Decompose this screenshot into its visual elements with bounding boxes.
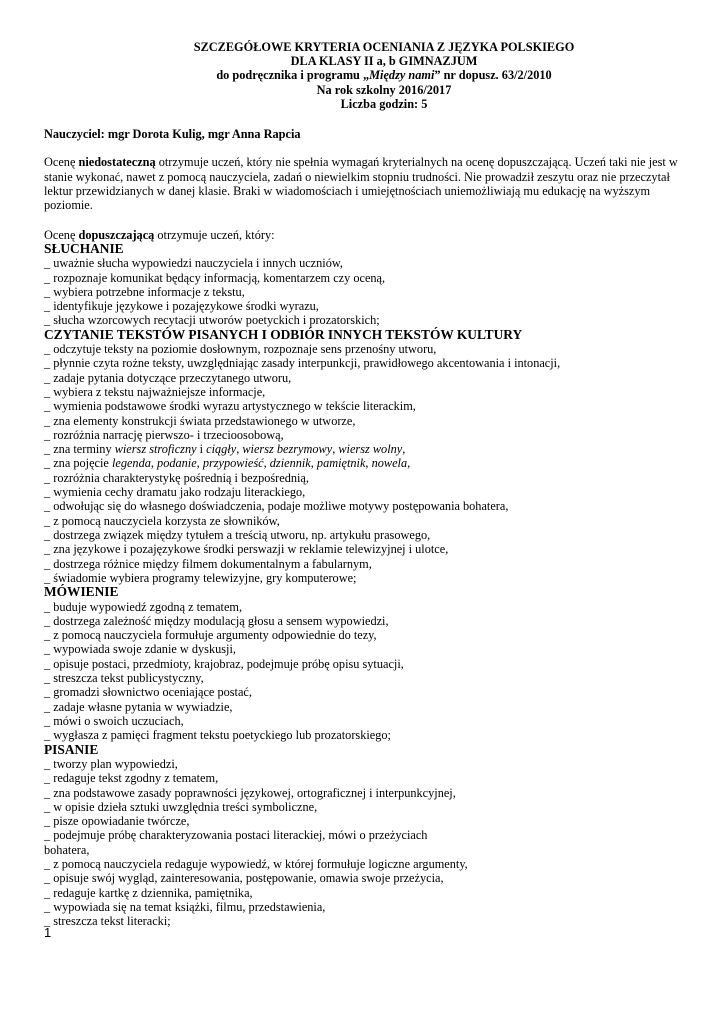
list-item: _ tworzy plan wypowiedzi, bbox=[44, 756, 178, 771]
list-item: _ gromadzi słownictwo oceniające postać, bbox=[44, 685, 252, 700]
list-item: _ redaguje kartkę z dziennika, pamiętnika, bbox=[44, 885, 253, 900]
list-item: _ wybiera z tekstu najważniejsze informacje, bbox=[44, 384, 266, 399]
list-item: _ z pomocą nauczyciela redaguje wypowiedź, w której formułuje logiczne argumenty, bbox=[44, 857, 468, 871]
list-item: _ dostrzega zależność między modulacją głosu a sensem wypowiedzi, bbox=[44, 613, 389, 628]
page-number: 1 bbox=[44, 925, 52, 940]
list-item: _ wymienia cechy dramatu jako rodzaju literackiego, bbox=[44, 485, 306, 500]
list-item: _ podejmuje próbę charakteryzowania postaci literackiej, mówi o przeżyciach bbox=[44, 828, 428, 843]
list-item: _ wybiera potrzebne informacje z tekstu, bbox=[44, 284, 245, 299]
list-item: _ wypowiada swoje zdanie w dyskusji, bbox=[44, 642, 236, 657]
list-item: _ redaguje tekst zgodny z tematem, bbox=[44, 771, 219, 786]
list-item: _ identyfikuje językowe i pozajęzykowe środki wyrazu, bbox=[44, 299, 319, 314]
list-item-terms: _ zna terminy wiersz stroficzny i ciągły, wiersz bezrymowy, wiersz wolny, bbox=[44, 442, 406, 457]
grade-insufficient: niedostateczną bbox=[78, 155, 156, 170]
header-textbook: do podręcznika i programu „Między nami” nr dopusz. 63/2/2010 bbox=[216, 68, 552, 83]
section-title-sluchanie: SŁUCHANIE bbox=[44, 240, 124, 256]
list-item: _ zna podstawowe zasady poprawności językowej, ortograficznej i interpunkcyjnej, bbox=[44, 785, 456, 800]
list-czytanie bbox=[44, 342, 684, 585]
list-item: _ dostrzega związek między tytułem a treścią utworu, np. artykułu prasowego, bbox=[44, 527, 431, 542]
list-item: _ uważnie słucha wypowiedzi nauczyciela i innych uczniów, bbox=[44, 256, 343, 271]
list-item: _ rozróżnia charakterystykę pośrednią i bezpośrednią, bbox=[44, 470, 309, 485]
list-item: _ streszcza tekst publicystyczny, bbox=[44, 671, 204, 686]
list-item: _ opisuje postaci, przedmioty, krajobraz, podejmuje próbę opisu sytuacji, bbox=[44, 656, 404, 671]
section-title-pisanie: PISANIE bbox=[44, 741, 99, 757]
list-item: _ świadomie wybiera programy telewizyjne, gry komputerowe; bbox=[44, 570, 357, 585]
list-item: _ słucha wzorcowych recytacji utworów poetyckich i prozatorskich; bbox=[44, 313, 380, 328]
list-item: _ płynnie czyta rożne teksty, uwzględniając zasady interpunkcji, prawidłowego akcentowania i intonacji, bbox=[44, 356, 561, 371]
list-item: _ odwołując się do własnego doświadczenia, podaje możliwe motywy postępowania bohatera, bbox=[44, 499, 509, 514]
teacher-line: Nauczyciel: mgr Dorota Kulig, mgr Anna Rapcia bbox=[44, 127, 301, 142]
header-school-year: Na rok szkolny 2016/2017 bbox=[316, 82, 452, 97]
list-item: _ w opisie dzieła sztuki uwzględnia treści symboliczne, bbox=[44, 799, 318, 814]
list-item: _ zna elementy konstrukcji świata przedstawionego w utworze, bbox=[44, 413, 356, 428]
list-item: _ opisuje swój wygląd, zainteresowania, postępowanie, omawia swoje przeżycia, bbox=[44, 871, 444, 886]
list-item: _ streszcza tekst literacki; bbox=[44, 914, 171, 929]
list-item: _ buduje wypowiedź zgodną z tematem, bbox=[44, 599, 243, 614]
header-hours: Liczba godzin: 5 bbox=[340, 96, 428, 111]
section-title-czytanie: CZYTANIE TEKSTÓW PISANYCH I ODBIÓR INNYCH TEKSTÓW KULTURY bbox=[44, 326, 523, 342]
list-mowienie bbox=[44, 600, 684, 743]
list-item: bohatera, bbox=[44, 842, 90, 857]
list-item: _ wymienia podstawowe środki wyrazu artystycznego w tekście literackim, bbox=[44, 399, 416, 414]
header-class: DLA KLASY II a, b GIMNAZJUM bbox=[290, 54, 478, 69]
list-item-concepts: _ zna pojęcie legenda, podanie, przypowieść, dziennik, pamiętnik, nowela, bbox=[44, 456, 411, 471]
list-item: _ mówi o swoich uczuciach, bbox=[44, 713, 184, 728]
grade-sufficient-intro: Ocenę dopuszczającą otrzymuje uczeń, który: bbox=[44, 227, 275, 242]
list-item: _ zadaje pytania dotyczące przeczytanego utworu, bbox=[44, 370, 292, 385]
section-title-mowienie: MÓWIENIE bbox=[44, 584, 119, 600]
list-item: _ rozróżnia narrację pierwszo- i trzecioosobową, bbox=[44, 427, 284, 442]
document-header bbox=[84, 40, 684, 111]
list-item: _ wygłasza z pamięci fragment tekstu poetyckiego lub prozatorskiego; bbox=[44, 728, 391, 743]
document-page bbox=[44, 40, 684, 928]
textbook-title: Między nami bbox=[369, 68, 435, 83]
list-item: _ pisze opowiadanie twórcze, bbox=[44, 814, 190, 829]
list-item: _ z pomocą nauczyciela formułuje argumenty odpowiednie do tezy, bbox=[44, 628, 377, 643]
list-item: _ zna językowe i pozajęzykowe środki perswazji w reklamie telewizyjnej i ulotce, bbox=[44, 542, 449, 557]
list-item: _ zadaje własne pytania w wywiadzie, bbox=[44, 699, 233, 714]
grade-sufficient: dopuszczającą bbox=[78, 227, 155, 242]
list-item: _ odczytuje teksty na poziomie dosłownym, rozpoznaje sens przenośny utworu, bbox=[44, 342, 437, 357]
intro-paragraph: Ocenę niedostateczną otrzymuje uczeń, który nie spełnia wymagań kryterialnych na ocenę dopuszczającą. Uczeń taki nie jest w stanie wykonać, nawet z pomocą nauczyciela, zadań o niewielkim stopniu trudności. Nie prowadził zeszytu oraz nie przeczytał lektur przewidzianych w danej klasie. Braki w wiadomościach i umiejętnościach uniemożliwiają mu edukację na wyższym poziomie. bbox=[44, 155, 678, 213]
list-item: _ wypowiada się na temat książki, filmu, przedstawienia, bbox=[44, 899, 326, 914]
header-title: SZCZEGÓŁOWE KRYTERIA OCENIANIA Z JĘZYKA POLSKIEGO bbox=[193, 40, 575, 54]
list-item: _ rozpoznaje komunikat będący informacją, komentarzem czy oceną, bbox=[44, 270, 386, 285]
list-sluchanie bbox=[44, 256, 684, 327]
list-item: _ z pomocą nauczyciela korzysta ze słowników, bbox=[44, 513, 280, 528]
list-pisanie bbox=[44, 757, 684, 929]
list-item: _ dostrzega różnice między filmem dokumentalnym a fabularnym, bbox=[44, 556, 372, 571]
